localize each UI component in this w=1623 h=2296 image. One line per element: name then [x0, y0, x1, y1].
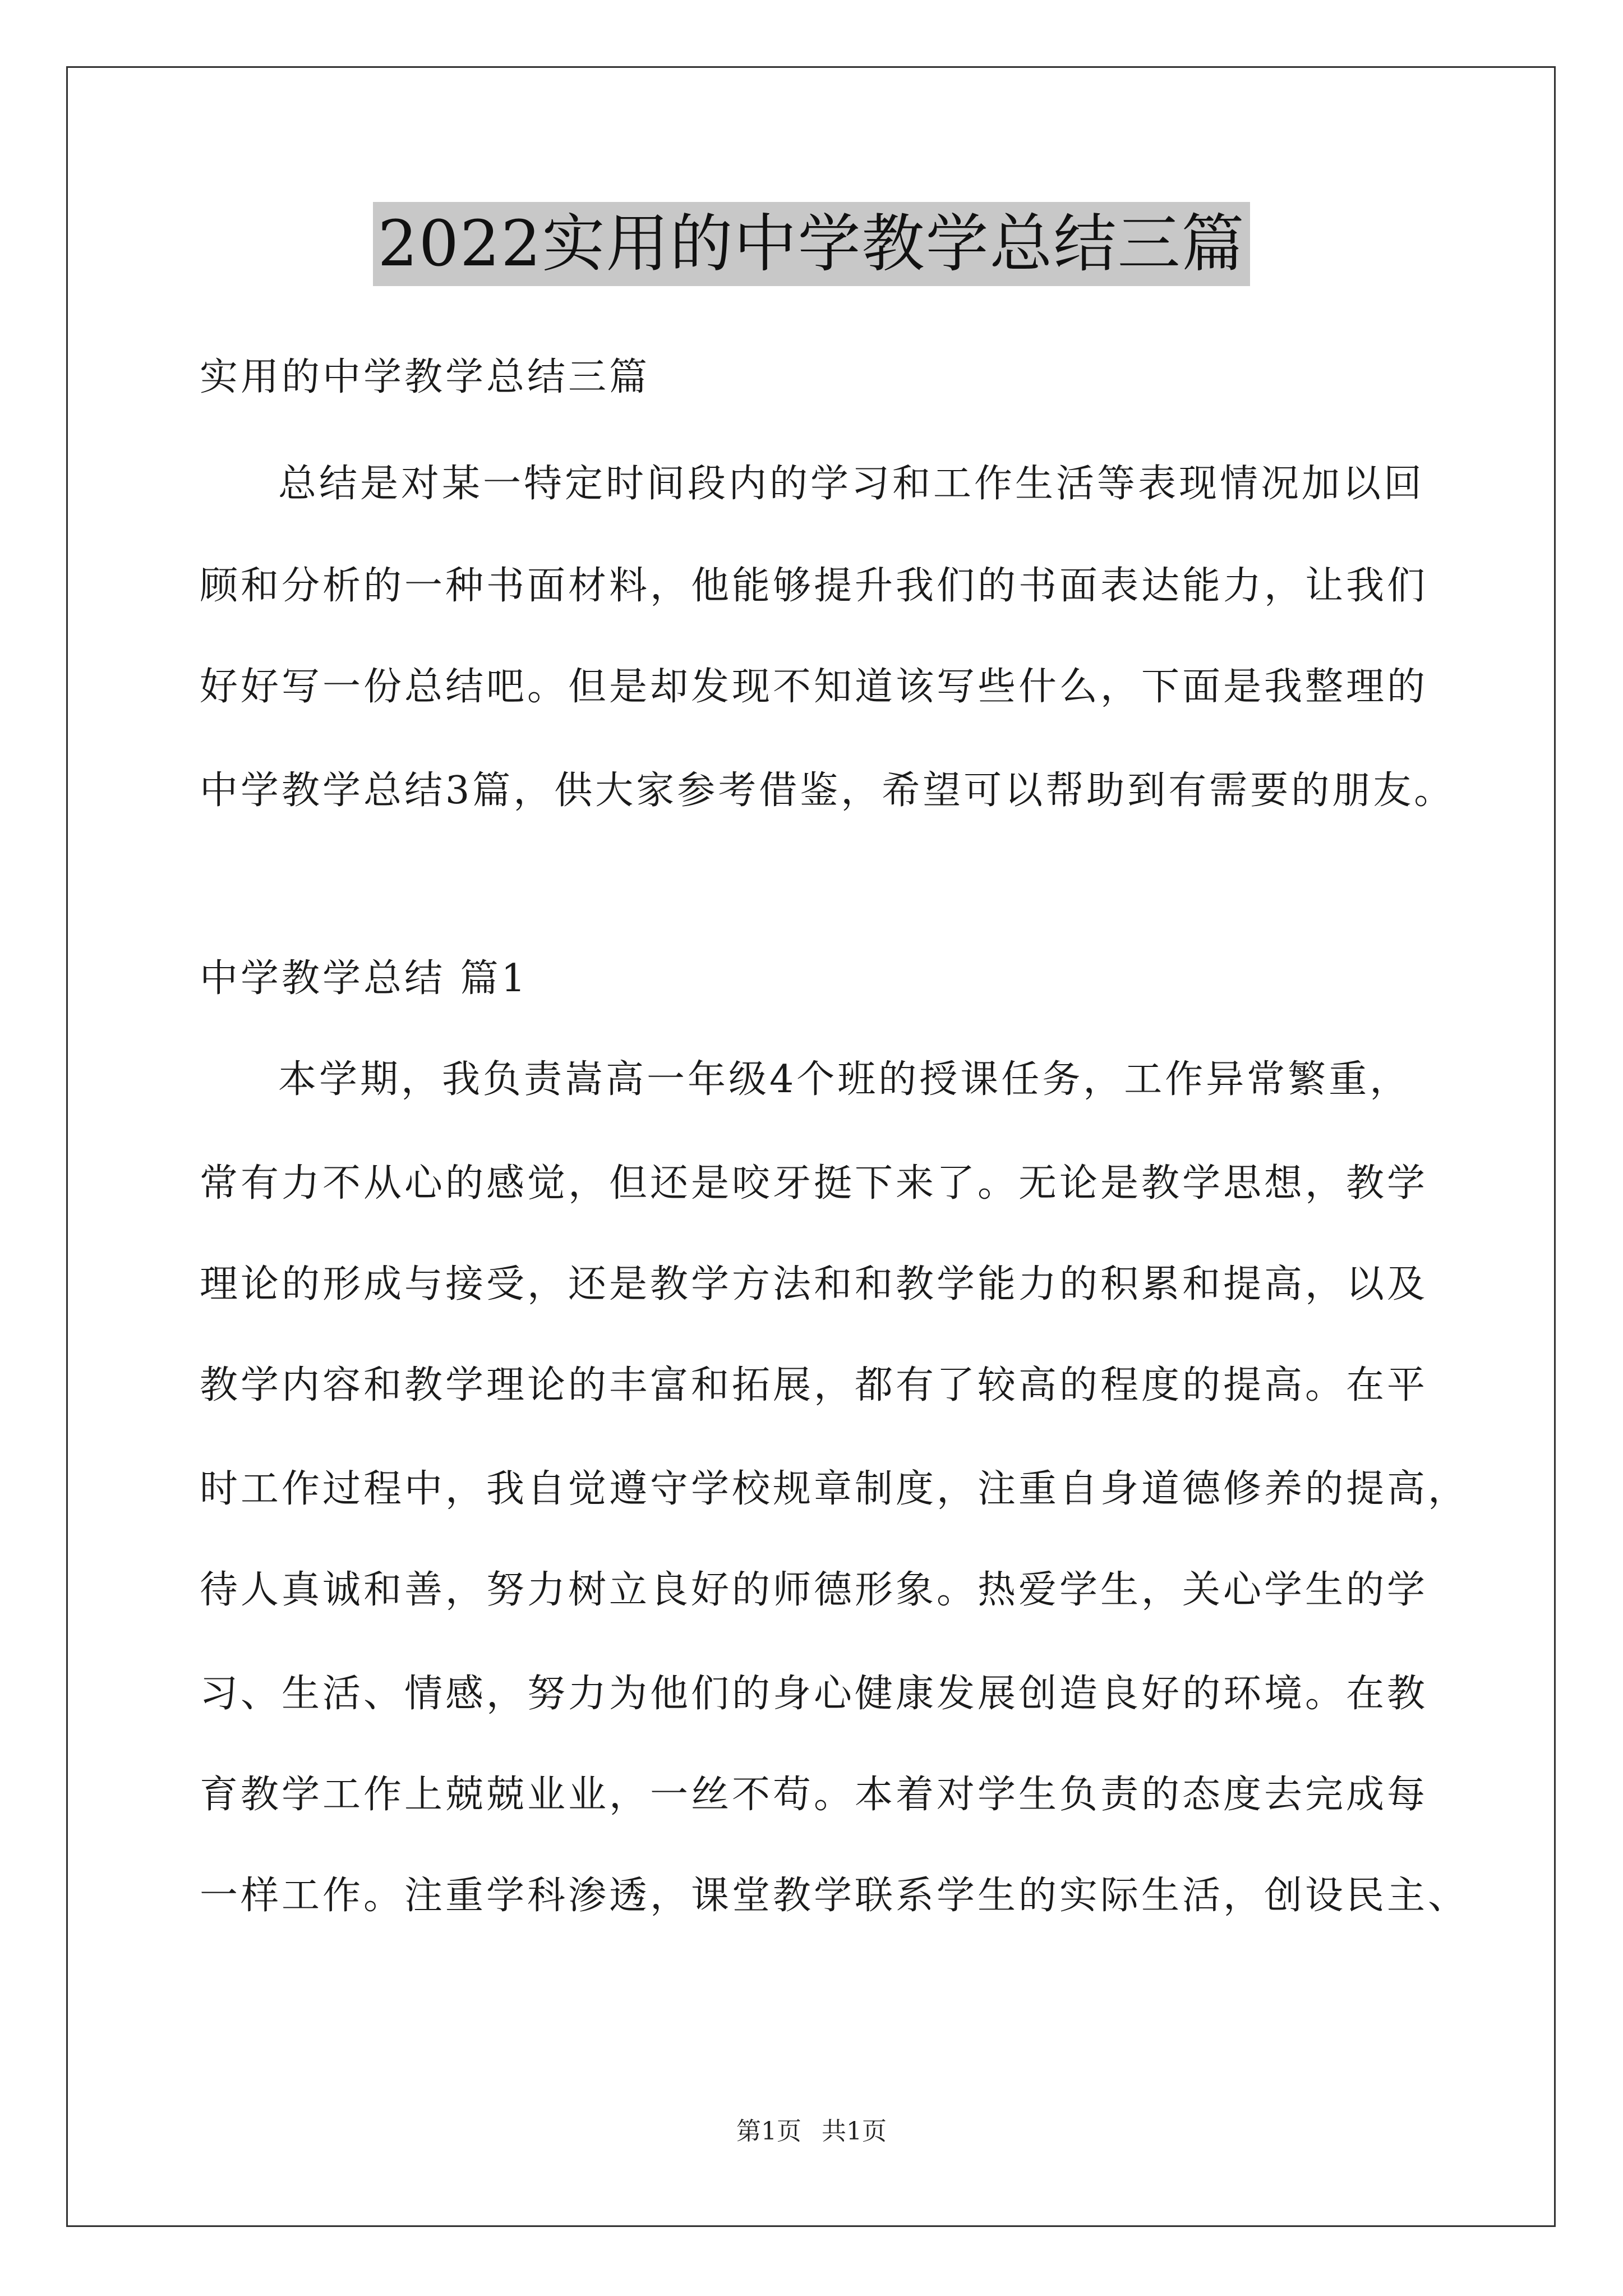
- section1-line-7: 习、生活、情感，努力为他们的身心健康发展创造良好的环境。在教: [200, 1672, 1428, 1716]
- intro-line-3: 好好写一份总结吧。但是却发现不知道该写些什么，下面是我整理的: [200, 665, 1428, 709]
- page-footer: [0, 2115, 1623, 2148]
- section1-line-6: 待人真诚和善，努力树立良好的师德形象。热爱学生，关心学生的学: [200, 1568, 1428, 1612]
- section1-line-3: 理论的形成与接受，还是教学方法和和教学能力的积累和提高，以及: [200, 1262, 1428, 1306]
- intro-line-1: 总结是对某一特定时间段内的学习和工作生活等表现情况加以回: [278, 462, 1425, 506]
- intro-line-2: 顾和分析的一种书面材料，他能够提升我们的书面表达能力，让我们: [200, 564, 1428, 608]
- section1-line-1: 本学期，我负责嵩高一年级4个班的授课任务，工作异常繁重，: [278, 1057, 1411, 1102]
- page-number-total: 共1页: [822, 2117, 887, 2146]
- page-number-current: 第1页: [736, 2117, 801, 2146]
- section1-heading: 中学教学总结 篇1: [200, 956, 528, 1001]
- document-title: 2022实用的中学教学总结三篇: [373, 202, 1249, 286]
- intro-line-4: 中学教学总结3篇，供大家参考借鉴，希望可以帮助到有需要的朋友。: [200, 769, 1455, 813]
- document-subtitle: 实用的中学教学总结三篇: [200, 355, 651, 399]
- section1-line-2: 常有力不从心的感觉，但还是咬牙挺下来了。无论是教学思想，教学: [200, 1161, 1428, 1205]
- section1-line-9: 一样工作。注重学科渗透，课堂教学联系学生的实际生活，创设民主、: [200, 1874, 1469, 1918]
- title-block: [0, 202, 1623, 286]
- section1-line-8: 育教学工作上兢兢业业，一丝不苟。本着对学生负责的态度去完成每: [200, 1773, 1428, 1817]
- section1-line-5: 时工作过程中，我自觉遵守学校规章制度，注重自身道德修养的提高，: [200, 1467, 1469, 1511]
- section1-line-4: 教学内容和教学理论的丰富和拓展，都有了较高的程度的提高。在平: [200, 1363, 1428, 1407]
